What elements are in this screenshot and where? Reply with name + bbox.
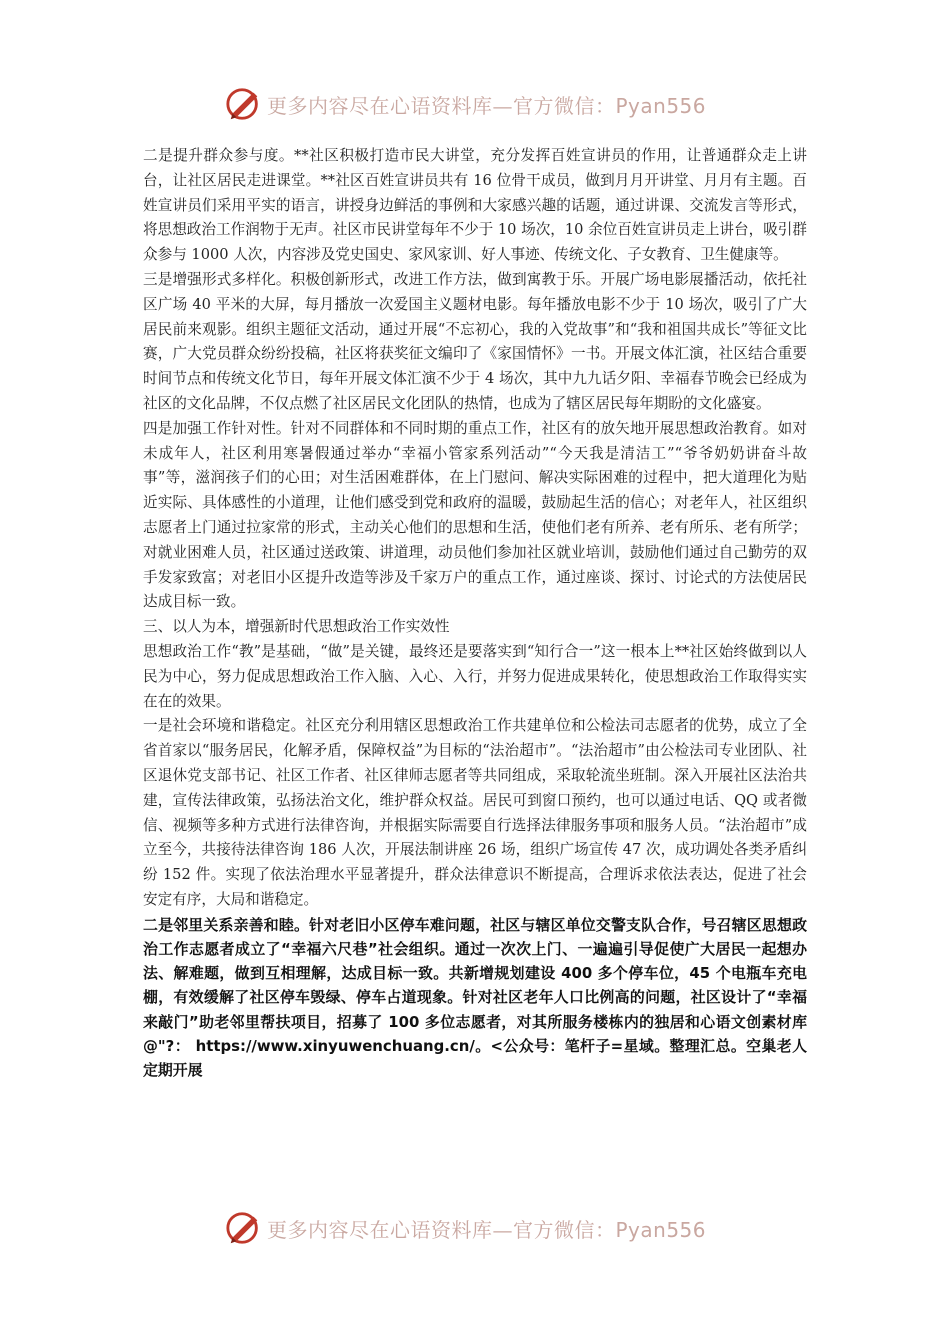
document-body [143,144,807,1082]
banner-wechat-id: Pyan556 [615,1217,707,1242]
paragraph-3: 三是增强形式多样化。积极创新形式，改进工作方法，做到寓教于乐。开展广场电影展播活动，依托社区广场 40 平米的大屏，每月播放一次爱国主义题材电影。每年播放电影不少于 10 场次，吸引了广大居民前来观影。组织主题征文活动，通过开展“不忘初心，我的入党故事”和“我和祖国共成长”等征文比赛，广大党员群众纷纷投稿，社区将获奖征文编印了《家国情怀》一书。开展文体汇演，社区结合重要时间节点和传统文化节日，每年开展文体汇演不少于 4 场次，其中九九话夕阳、幸福春节晚会已经成为社区的文化品牌，不仅点燃了社区居民文化团队的热情，也成为了辖区居民每年期盼的文化盛宴。 [143,270,807,412]
bold-text-before-url: 二是邻里关系亲善和睦。针对老旧小区停车难问题，社区与辖区单位交警支队合作，号召辖区思想政治工作志愿者成立了“幸福六尺巷”社会组织。通过一次次上门、一遍遍引导促使广大居民一起想办法、解难题，做到互相理解，达成目标一致。共新增规划建设 400 多个停车位，45 个电瓶车充电棚，有效缓解了社区停车毁绿、停车占道现象。针对社区老年人口比例高的问题，社区设计了“幸福来敲门”助老邻里帮扶项目，招募了 100 多位志愿者，对其所服务楼栋内的独居和心语文创素材库@"?： [143,915,807,1055]
watermark-url-link[interactable]: https://www.xinyuwenchuang.cn/ [195,1036,475,1055]
banner-slogan: 更多内容尽在心语资料库—官方微信： [267,93,616,118]
banner-wechat-id: Pyan556 [615,93,707,118]
banner-text [267,90,706,119]
pen-logo-icon [225,85,263,123]
pen-logo-icon [225,1209,263,1247]
paragraph-law-supermarket: 一是社会环境和谐稳定。社区充分利用辖区思想政治工作共建单位和公检法司志愿者的优势，成立了全省首家以“服务居民，化解矛盾，保障权益”为目标的“法治超市”。“法治超市”由公检法司专业团队、社区退休党支部书记、社区工作者、社区律师志愿者等共同组成，采取轮流坐班制。深入开展社区法治共建，宣传法律政策，弘扬法治文化，维护群众权益。居民可到窗口预约，也可以通过电话、QQ 或者微信、视频等多种方式进行法律咨询，并根据实际需要自行选择法律服务事项和服务人员。“法治超市”成立至今，共接待法律咨询 186 人次，开展法制讲座 26 场，组织广场宣传 47 次，成功调处各类矛盾纠纷 152 件。实现了依法治理水平显著提升，群众法律意识不断提高，合理诉求依法表达，促进了社会安定有序，大局和谐稳定。 [143,717,807,908]
paragraph-4: 四是加强工作针对性。针对不同群体和不同时期的重点工作，社区有的放矢地开展思想政治教育。如对未成年人，社区利用寒暑假通过举办“幸福小管家系列活动”“今天我是清洁工”“爷爷奶奶讲奋斗故事”等，滋润孩子们的心田；对生活困难群体，在上门慰问、解决实际困难的过程中，把大道理化为贴近实际、具体感性的小道理，让他们感受到党和政府的温暖，鼓励起生活的信心；对老年人，社区组织志愿者上门通过拉家常的形式，主动关心他们的思想和生活，使他们老有所养、老有所乐、老有所学；对就业困难人员，社区通过送政策、讲道理，动员他们参加社区就业培训，鼓励他们通过自己勤劳的双手发家致富；对老旧小区提升改造等涉及千家万户的重点工作，通过座谈、探讨、讨论式的方法使居民达成目标一致。 [143,419,807,611]
bold-paragraph-neighbors [143,913,807,1082]
banner-slogan: 更多内容尽在心语资料库—官方微信： [267,1217,616,1242]
bold-text-after-url: 。<公众号：笔杆子=星域。整理汇总。空巢老人定期开展 [143,1036,807,1079]
section-intro: 思想政治工作“教”是基础，“做”是关键，最终还是要落实到“知行合一”这一根本上**社区始终做到以人民为中心，努力促成思想政治工作入脑、入心、入行，并努力促进成果转化，使思想政治工作取得实实在在的效果。 [143,642,807,710]
section-heading: 三、以人为本，增强新时代思想政治工作实效性 [143,618,450,636]
paragraph-2: 二是提升群众参与度。**社区积极打造市民大讲堂，充分发挥百姓宣讲员的作用，让普通群众走上讲台，让社区居民走进课堂。**社区百姓宣讲员共有 16 位骨干成员，做到月月开讲堂、月月有主题。百姓宣讲员们采用平实的语言，讲授身边鲜活的事例和大家感兴趣的话题，通过讲课、交流发言等形式，将思想政治工作润物于无声。社区市民讲堂每年不少于 10 场次，10 余位百姓宣讲员走上讲台，吸引群众参与 1000 人次，内容涉及党史国史、家风家训、好人事迹、传统文化、子女教育、卫生健康等。 [143,147,807,264]
footer-watermark-banner [225,1208,745,1248]
banner-text [267,1214,706,1243]
header-watermark-banner [225,84,745,124]
